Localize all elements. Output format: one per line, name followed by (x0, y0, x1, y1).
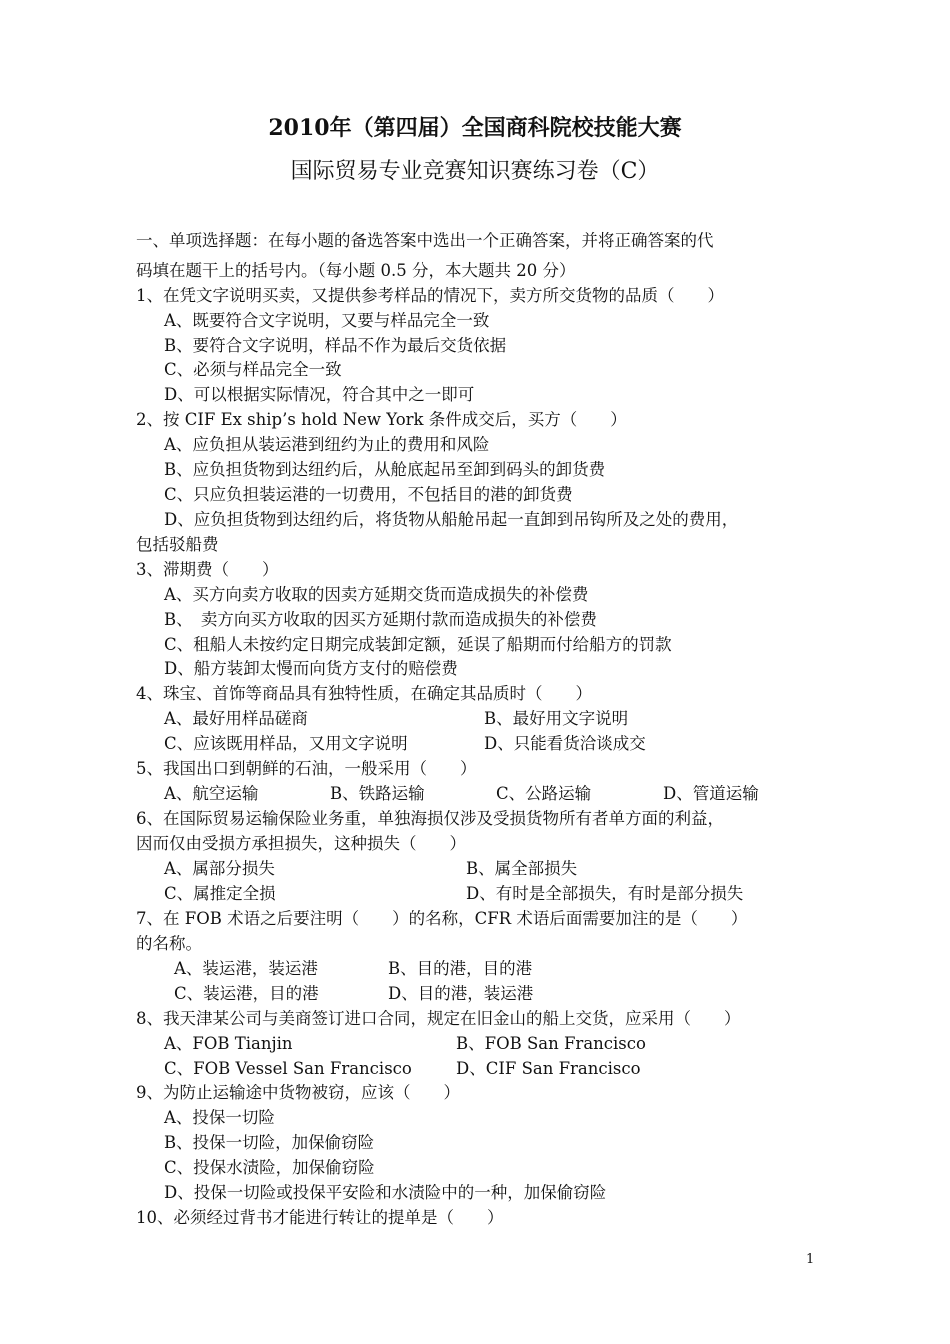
option-5d: D、管道运输 (663, 784, 759, 803)
option-5b: B、铁路运输 (330, 784, 425, 803)
option-2b: B、应负担货物到达纽约后，从舱底起吊至卸到码头的卸货费 (164, 460, 606, 479)
option-2d-continued: 包括驳船费 (136, 535, 219, 554)
question-6: 6、在国际贸易运输保险业务重，单独海损仅涉及受损货物所有者单方面的利益， (136, 809, 724, 828)
section-heading-2: 码填在题干上的括号内。（每小题 0.5 分，本大题共 20 分） (136, 261, 576, 280)
option-6a: A、属部分损失 (164, 859, 275, 878)
option-2d: D、应负担货物到达纽约后，将货物从船舱吊起一直卸到吊钩所及之处的费用， (164, 510, 739, 529)
question-6-continued: 因而仅由受损方承担损失，这种损失（ ） (136, 834, 466, 853)
option-9c: C、投保水渍险，加保偷窃险 (164, 1158, 375, 1177)
option-4d: D、只能看货洽谈成交 (484, 734, 646, 753)
option-1d: D、可以根据实际情况，符合其中之一即可 (164, 385, 475, 404)
option-7d: D、目的港，装运港 (388, 984, 534, 1003)
option-9a: A、投保一切险 (164, 1108, 275, 1127)
option-1a: A、既要符合文字说明，又要与样品完全一致 (164, 311, 490, 330)
option-7b: B、目的港，目的港 (388, 959, 533, 978)
option-5c: C、公路运输 (496, 784, 592, 803)
option-8b: B、FOB San Francisco (456, 1034, 646, 1053)
option-8d: D、CIF San Francisco (456, 1059, 641, 1078)
option-4c: C、应该既用样品，又用文字说明 (164, 734, 408, 753)
question-9: 9、为防止运输途中货物被窃，应该（ ） (136, 1083, 460, 1102)
option-5a: A、航空运输 (164, 784, 259, 803)
question-7-continued: 的名称。 (136, 934, 202, 953)
option-1b: B、要符合文字说明，样品不作为最后交货依据 (164, 336, 507, 355)
option-4a: A、最好用样品磋商 (164, 709, 308, 728)
option-6b: B、属全部损失 (466, 859, 578, 878)
page-number: 1 (806, 1252, 815, 1267)
option-3b: B、 卖方向买方收取的因买方延期付款而造成损失的补偿费 (164, 610, 597, 629)
option-6c: C、属推定全损 (164, 884, 276, 903)
question-1: 1、在凭文字说明买卖，又提供参考样品的情况下，卖方所交货物的品质（ ） (136, 286, 724, 305)
question-7: 7、在 FOB 术语之后要注明（ ）的名称，CFR 术语后面需要加注的是（ ） (136, 909, 748, 928)
question-4: 4、珠宝、首饰等商品具有独特性质，在确定其品质时（ ） (136, 684, 592, 703)
option-9d: D、投保一切险或投保平安险和水渍险中的一种，加保偷窃险 (164, 1183, 607, 1202)
document-title-line1: 2010年（第四届）全国商科院校技能大赛 (268, 115, 682, 141)
question-3: 3、滞期费（ ） (136, 560, 279, 579)
question-10: 10、必须经过背书才能进行转让的提单是（ ） (136, 1208, 504, 1227)
option-3a: A、买方向卖方收取的因卖方延期交货而造成损失的补偿费 (164, 585, 589, 604)
document-title-line2: 国际贸易专业竞赛知识赛练习卷（C） (290, 159, 660, 184)
option-4b: B、最好用文字说明 (484, 709, 629, 728)
option-1c: C、必须与样品完全一致 (164, 360, 342, 379)
option-7a: A、装运港，装运港 (174, 959, 318, 978)
question-2: 2、按 CIF Ex ship’s hold New York 条件成交后，买方（ ） (136, 410, 627, 429)
option-7c: C、装运港，目的港 (174, 984, 319, 1003)
question-5: 5、我国出口到朝鲜的石油，一般采用（ ） (136, 759, 477, 778)
option-3c: C、租船人未按约定日期完成装卸定额，延误了船期而付给船方的罚款 (164, 635, 672, 654)
option-3d: D、船方装卸太慢而向货方支付的赔偿费 (164, 659, 458, 678)
option-9b: B、投保一切险，加保偷窃险 (164, 1133, 375, 1152)
option-2c: C、只应负担装运港的一切费用，不包括目的港的卸货费 (164, 485, 573, 504)
option-6d: D、有时是全部损失，有时是部分损失 (466, 884, 744, 903)
option-8c: C、FOB Vessel San Francisco (164, 1059, 412, 1078)
question-8: 8、我天津某公司与美商签订进口合同，规定在旧金山的船上交货，应采用（ ） (136, 1009, 741, 1028)
option-2a: A、应负担从装运港到纽约为止的费用和风险 (164, 435, 490, 454)
option-8a: A、FOB Tianjin (164, 1034, 293, 1053)
section-heading-1: 一、单项选择题：在每小题的备选答案中选出一个正确答案，并将正确答案的代 (136, 231, 714, 250)
